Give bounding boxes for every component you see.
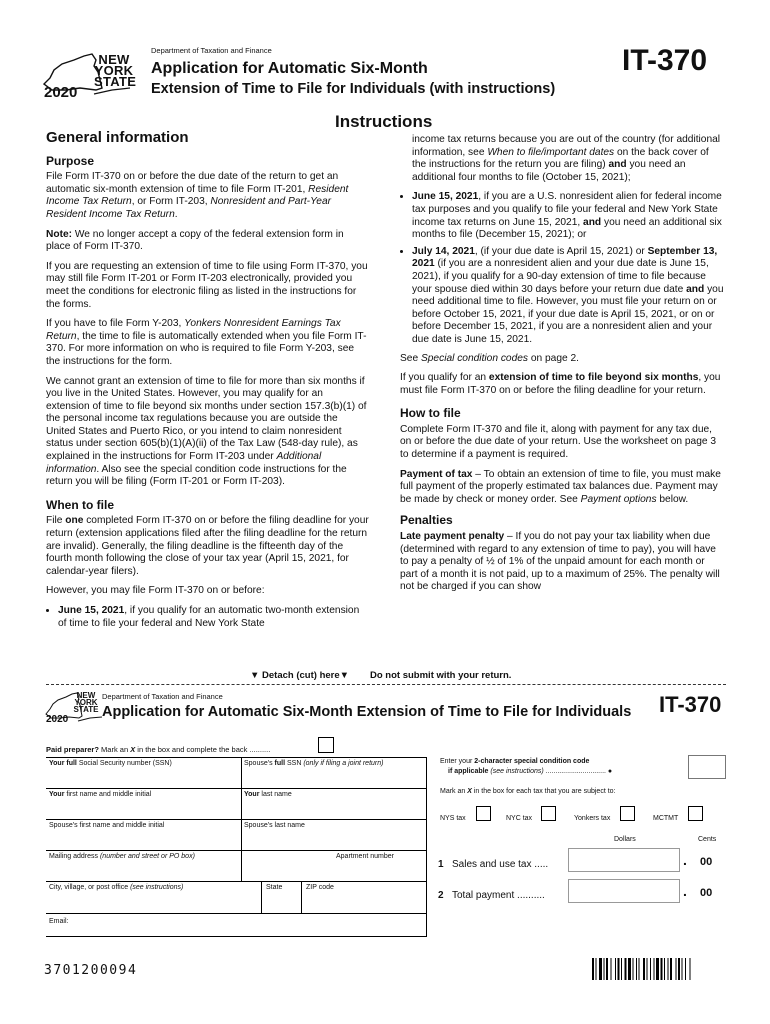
barcode-icon: [592, 958, 724, 980]
condition-code-label: Enter your 2-character special condition code if applicable (see instructions) ............................... ●: [440, 758, 613, 775]
when-to-file-heading: When to file: [46, 497, 114, 512]
left-column: [46, 129, 369, 636]
bullet-nonresident-alien: • June 15, 2021, if you are a U.S. nonresident alien for federal income tax purposes and you qualify to file your federal and New York State income tax returns on June 15, 2021, and you need an additional six months to file (December 15, 2021); or: [412, 191, 724, 241]
nys-tax-label: NYS tax: [440, 815, 466, 822]
spouse-ssn-label: Spouse's full SSN (only if filing a joint return): [244, 760, 384, 767]
spouse-last-name-input[interactable]: [243, 831, 427, 847]
form-logo-york: YORK: [74, 698, 98, 707]
line1-cents: 00: [700, 856, 713, 868]
purpose-paragraph-1: File Form IT-370 on or before the due date of the return to get an automatic six-month extension of time to file Form IT-201, Resident Income Tax Return, or Form IT-203, Nonresident and Part-Year Resident Income Tax Return.: [46, 171, 349, 220]
how-to-file-heading: How to file: [400, 406, 461, 421]
first-name-input[interactable]: [48, 800, 242, 816]
instructions-heading: Instructions: [335, 112, 433, 131]
spouse-first-name-input[interactable]: [48, 831, 242, 847]
line2-decimal: .: [683, 883, 687, 899]
line2-cents: 00: [700, 887, 713, 899]
yonkers-tax-checkbox[interactable]: [620, 806, 635, 821]
form-logo: [44, 690, 104, 726]
mark-tax-instruction: Mark an X in the box for each tax that you are subject to:: [440, 788, 616, 795]
bullet-june-15: • June 15, 2021, if you qualify for an automatic two-month extension of time to file your federal and New York State: [58, 605, 369, 630]
continued-paragraph: income tax returns because you are out of the country (for additional information, see When to file/important dates on the back cover of the instructions for the return you are filing) and you need an additional four months to file (October 15, 2021);: [412, 134, 721, 183]
last-name-input[interactable]: [243, 800, 427, 816]
zip-input[interactable]: [304, 894, 426, 910]
logo-text-york: YORK: [94, 63, 134, 78]
city-input[interactable]: [48, 894, 260, 910]
mailing-address-label: Mailing address (number and street or PO box): [49, 853, 195, 860]
dollars-column-label: Dollars: [614, 836, 636, 843]
paid-preparer-checkbox[interactable]: [318, 737, 334, 753]
general-information-heading: General information: [46, 129, 189, 146]
purpose-paragraph-4: If you have to file Form Y-203, Yonkers Nonresident Earnings Tax Return, the time to file is automatically extended when you file Form IT-370. For more information on who is required to file Form Y-203, see the instructions for the form.: [46, 318, 367, 367]
form-logo-new: NEW: [76, 691, 96, 700]
spouse-ssn-input[interactable]: [243, 769, 427, 785]
form-title-line2: Extension of Time to File for Individuals (with instructions): [151, 81, 556, 97]
nys-tax-checkbox[interactable]: [476, 806, 491, 821]
ssn-input[interactable]: [48, 769, 242, 785]
state-label: State: [266, 884, 283, 891]
when-paragraph-2: However, you may file Form IT-370 on or before:: [46, 585, 265, 597]
line1-label: Sales and use tax .....: [452, 859, 549, 870]
ssn-label: Your full Social Security number (SSN): [49, 760, 172, 767]
email-input[interactable]: [72, 916, 426, 932]
cents-column-label: Cents: [698, 836, 717, 843]
right-bullet-list: [400, 191, 724, 346]
logo-text-state: STATE: [94, 74, 137, 89]
paid-preparer-text: Paid preparer? Mark an X in the box and complete the back ..........: [46, 745, 271, 754]
when-paragraph-1: File one completed Form IT-370 on or before the filing deadline for your return (extension applications filed after the filing deadline for the return are invalid). Generally, the filing deadline is the fifteenth day of the fourth month following the close of your tax year (April 15, 2021, for calendar-year filers).: [46, 515, 369, 577]
department-label: Department of Taxation and Finance: [151, 46, 272, 55]
detach-instruction: ▼ Detach (cut) here▼: [250, 670, 350, 681]
spouse-first-name-label: Spouse's first name and middle initial: [49, 822, 165, 829]
form-scan-number: 3701200094: [44, 963, 138, 978]
do-not-submit-note: Do not submit with your return.: [370, 670, 512, 681]
form-title-line1: Application for Automatic Six-Month: [151, 60, 428, 77]
purpose-heading: Purpose: [46, 153, 95, 168]
penalties-heading: Penalties: [400, 513, 453, 528]
payment-paragraph: Payment of tax – To obtain an extension of time to file, you must make full payment of the properly estimated tax balances due. Payment may be made by check or money order. See Payment options below.: [400, 468, 721, 505]
state-input[interactable]: [264, 894, 302, 910]
city-label: City, village, or post office (see instructions): [49, 884, 184, 891]
nyc-tax-label: NYC tax: [506, 815, 533, 822]
form-title: Application for Automatic Six-Month Extension of Time to File for Individuals: [102, 704, 632, 720]
sales-use-tax-dollars-input[interactable]: [568, 848, 680, 872]
email-label: Email:: [49, 918, 69, 925]
when-bullet-list: [46, 605, 369, 630]
mctmt-label: MCTMT: [653, 815, 679, 822]
form-logo-state: STATE: [73, 705, 99, 714]
line2-number: 2: [438, 890, 444, 901]
line1-decimal: .: [683, 852, 687, 868]
nyc-tax-checkbox[interactable]: [541, 806, 556, 821]
cut-line: [46, 684, 726, 685]
zip-label: ZIP code: [306, 884, 334, 891]
yonkers-tax-label: Yonkers tax: [574, 815, 611, 822]
form-number-bottom: IT-370: [659, 692, 722, 717]
late-payment-paragraph: Late payment penalty – If you do not pay your tax liability when due (determined with regard to any extension of time to pay), you will have to pay a penalty of ½ of 1% of the unpaid amount for each month or part of a month it is not paid, up to a maximum of 25%. The penalty will not be charged if you can show: [400, 531, 720, 593]
see-special-codes: See Special condition codes on page 2.: [400, 352, 579, 364]
how-paragraph: Complete Form IT-370 and file it, along with payment for any tax due, on or before the due date of your return. Use the worksheet on page 3 to determine if a payment is required.: [400, 423, 717, 461]
logo-text-new: NEW: [98, 52, 130, 67]
form-number: IT-370: [622, 44, 708, 77]
nys-logo: [40, 48, 137, 101]
tax-year: 2020: [44, 84, 78, 101]
mctmt-checkbox[interactable]: [688, 806, 703, 821]
apartment-label: Apartment number: [336, 853, 394, 860]
purpose-paragraph-3: If you are requesting an extension of time to file using Form IT-370, you may still file Form IT-201 or Form IT-203 electronically, provided you meet the conditions for electronic filing as listed in the instructions for the forms.: [46, 260, 368, 310]
note-paragraph: Note: We no longer accept a copy of the federal extension form in place of Form IT-370.: [46, 228, 344, 253]
spouse-last-name-label: Spouse's last name: [244, 822, 305, 829]
line1-number: 1: [438, 859, 444, 870]
last-name-label: Your last name: [244, 791, 292, 798]
total-payment-dollars-input[interactable]: [568, 879, 680, 903]
line2-label: Total payment ..........: [452, 890, 545, 901]
right-column: [400, 134, 724, 601]
bullet-july-14: • July 14, 2021, (if your due date is April 15, 2021) or September 13, 2021 (if you are a nonresident alien and your due date is June 15, 2021), if you qualify for a 90-day extension of time to file because your spouse died within 30 days before your return due date and you need additional time to file. However, you must file your return on or before October 15, 2021, if your due date is April 15, 2021, or on or before December 15, 2021, if you are a nonresident alien and your due date is June 15, 2021.: [412, 246, 724, 347]
form-department-label: Department of Taxation and Finance: [102, 692, 223, 701]
purpose-paragraph-5: We cannot grant an extension of time to file for more than six months if you live in the United States. However, you may qualify for an extension of time to file beyond six months under section 157.3(b)(1) of the personal income tax regulations because you are outside the United States and Puerto Rico, or you intend to claim nonresident status under section 605(b)(1)(A)(ii) of the Tax Law (548-day rule), as explained in the instructions for Form IT-203 under Additional information. Also see the special condition code instructions for the return you will be filing (Form IT-201 or Form IT-203).: [46, 375, 367, 488]
condition-code-input[interactable]: [688, 755, 726, 779]
first-name-label: Your first name and middle initial: [49, 791, 152, 798]
mailing-address-input[interactable]: [48, 863, 427, 879]
form-tax-year: 2020: [46, 714, 69, 725]
qualify-paragraph: If you qualify for an extension of time to file beyond six months, you must file Form IT-370 on or before the filing deadline for your return.: [400, 372, 721, 396]
